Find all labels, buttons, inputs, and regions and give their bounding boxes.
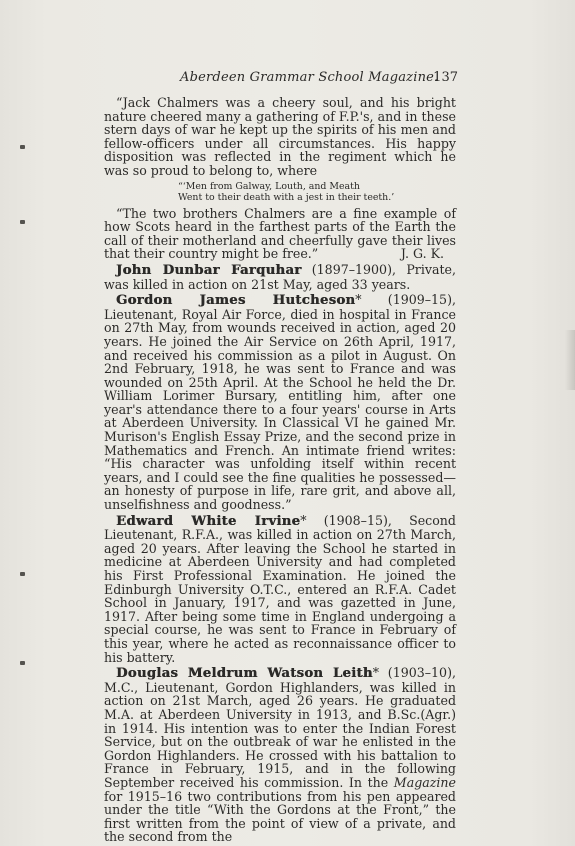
obituary-name: Douglas Meldrum Watson Leith <box>116 666 373 682</box>
author-initials: J. G. K. <box>400 246 444 262</box>
verse-line: Went to their death with a jest in their teeth.’ <box>178 191 395 203</box>
obituary-text: * (1903–10), M.C., Lieutenant, Gordon Highlanders, was killed in action on 21st March, aged 26 years. He graduated M.A. at Aberdeen University in 1913, and B.Sc.(Agr.) in 1914. His intention was to enter the Indian Forest Service, but on the outbreak of war he enlisted in the Gordon Highlanders. He crossed with his battalion to France in February, 1915, and in the following September received his commission. In the <box>104 665 456 790</box>
running-title: Aberdeen Grammar School Magazine. <box>180 70 439 85</box>
magazine-title: Magazine <box>393 774 456 790</box>
quote-paragraph: “Jack Chalmers was a cheery soul, and his bright nature cheered many a gathering of F.P.'s, and in these stern days of war he kept up the spirits of his men and fellow-officers under all circumstances. His happy disposition was reflected in the regiment which he was so proud to belong to, where <box>104 95 456 178</box>
obituary-text: (1897–1900), Private, was killed in action on 21st May, aged 33 years. <box>104 261 456 292</box>
verse-quote <box>178 181 456 203</box>
margin-mark <box>20 661 25 665</box>
page-number: 137 <box>433 70 458 85</box>
obituary-entry <box>104 263 456 291</box>
page-edge-shadow <box>565 330 575 390</box>
obituary-name: John Dunbar Farquhar <box>116 262 302 278</box>
verse-line: “‘Men from Galway, Louth, and Meath <box>178 180 360 192</box>
margin-mark <box>20 220 25 224</box>
obituary-text: * (1908–15), Second Lieutenant, R.F.A., was killed in action on 27th March, aged 20 years. After leaving the School he started in medicine at Aberdeen University and had completed his First Professional Examination. He joined the Edinburgh University O.T.C., entered an R.F.A. Cadet School in January, 1917, and was gazetted in June, 1917. After being some time in England undergoing a special course, he was sent to France in February of this year, where he acted as reconnaissance officer to his battery. <box>104 512 456 665</box>
margin-mark <box>20 145 25 149</box>
obituary-name: Edward White Irvine <box>116 513 301 529</box>
article-body <box>104 96 456 846</box>
margin-mark <box>20 572 25 576</box>
obituary-entry <box>104 666 456 844</box>
obituary-entry <box>104 293 456 512</box>
quote-paragraph <box>104 207 456 261</box>
obituary-name: Gordon James Hutcheson <box>116 293 356 309</box>
obituary-entry <box>104 514 456 665</box>
quote-text: “The two brothers Chalmers are a fine example of how Scots heard in the farthest parts of the Earth the call of their motherland and cheerfully gave their lives that their country might be free.” <box>104 205 456 262</box>
obituary-text-continued: for 1915–16 two contributions from his pen appeared under the title “With the Gordons at the Front,” the first written from the point of view of a private, and the second from the <box>104 788 456 845</box>
obituary-text: * (1909–15), Lieutenant, Royal Air Force, died in hospital in France on 27th May, from wounds received in action, aged 20 years. He joined the Air Service on 26th April, 1917, and received his commission as a pilot in August. On 2nd February, 1918, he was sent to France and was wounded on 25th April. At the School he held the Dr. William Lorimer Bursary, entitling him, after one year's attendance there to a four years' course in Arts at Aberdeen University. In Classical VI he gained Mr. Murison's English Essay Prize, and the second prize in Mathematics and French. An intimate friend writes: “His character was unfolding itself within recent years, and I could see the fine qualities he possessed—an honesty of purpose in life, rare grit, and above all, unselfishness and goodness.” <box>104 292 456 513</box>
